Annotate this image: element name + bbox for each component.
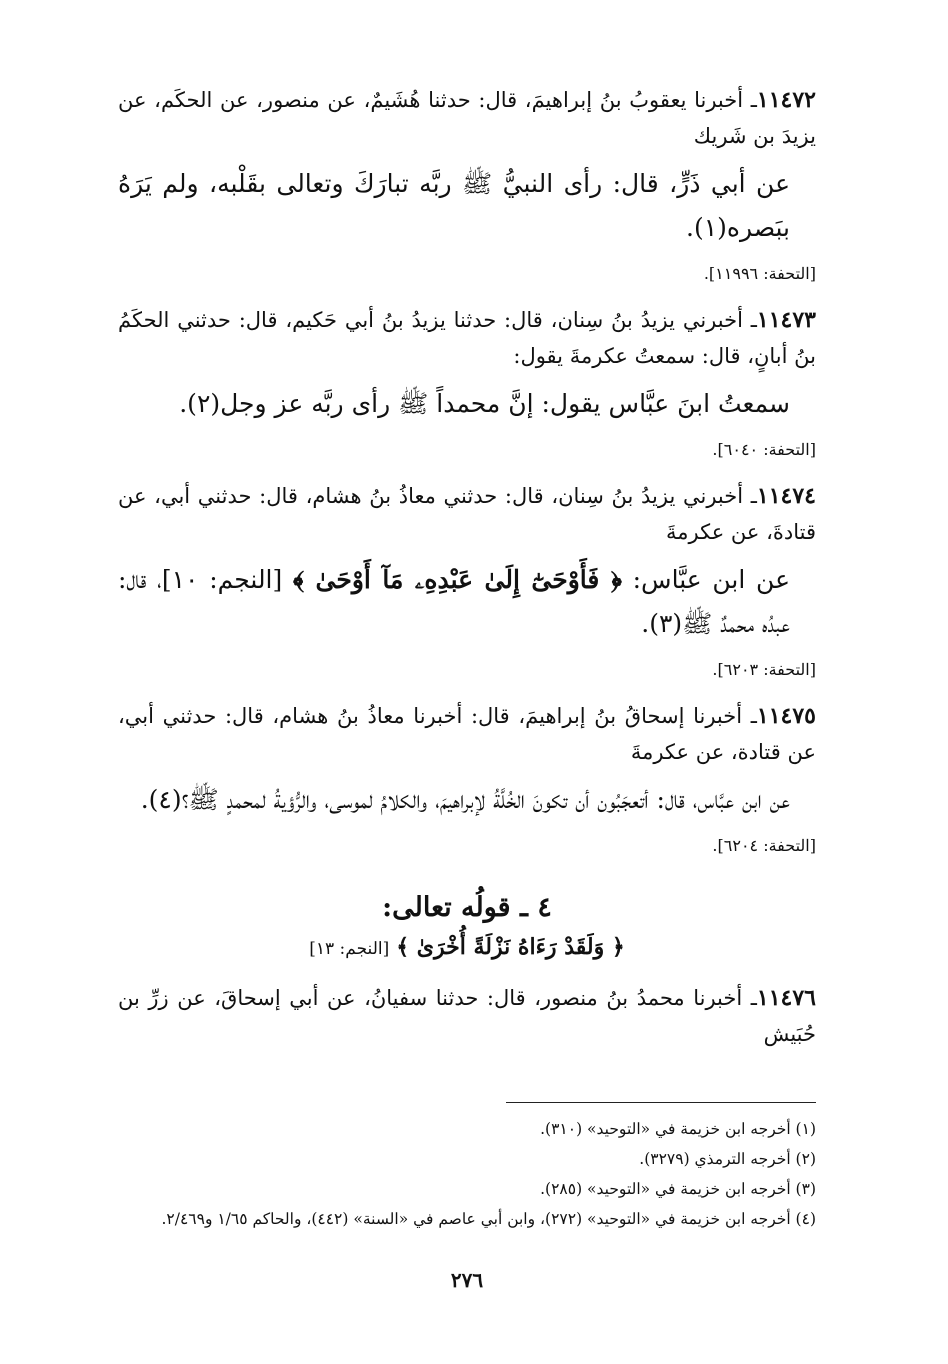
section-verse <box>118 930 816 966</box>
hadith-isnad <box>118 82 816 154</box>
hadith-number: ١١٤٧٣ <box>756 307 816 333</box>
hadith-number: ١١٤٧٤ <box>756 483 816 509</box>
hadith-number: ١١٤٧٥ <box>756 703 816 729</box>
page-number: ٢٧٦ <box>450 1268 484 1292</box>
hadith-number: ١١٤٧٦ <box>756 985 816 1011</box>
quran-verse: ﴿ وَلَقَدْ رَءَاهُ نَزْلَةً أُخْرَىٰ ﴾ <box>396 934 625 960</box>
hadith-isnad <box>118 302 816 374</box>
isnad-text: ـ أخبرنا إسحاقُ بنُ إبراهيمَ، قال: أخبرنا معاذُ بنُ هشام، قال: حدثني أبي، عن قتادة، عن عكرمةَ <box>118 704 816 764</box>
footnote: (٢) أخرجه الترمذي (٣٢٧٩). <box>639 1150 816 1168</box>
footnote: (٤) أخرجه ابن خزيمة في «التوحيد» (٢٧٢)، وابن أبي عاصم في «السنة» (٤٤٢)، والحاكم ١/٦٥ و٢/٤٦٩. <box>161 1210 816 1228</box>
takhrij-reference: [التحفة: ٦٢٠٤]. <box>712 836 816 855</box>
hadith-isnad <box>118 478 816 550</box>
footnote: (٣) أخرجه ابن خزيمة في «التوحيد» (٢٨٥). <box>540 1180 816 1198</box>
matn-text: [النجم: ١٠]، قال: عبدُه محمدٌ ﷺ(٣). <box>118 565 790 638</box>
isnad-text: ـ أخبرني يزيدُ بنُ سِنان، قال: حدثني معاذُ بنُ هشام، قال: حدثني أبي، عن قتادةَ، عن عكرمةَ <box>118 484 816 544</box>
takhrij-reference: [التحفة: ١١٩٩٦]. <box>703 264 816 283</box>
section-title: ٤ ـ قولُه تعالى: <box>382 892 552 923</box>
takhrij-reference: [التحفة: ٦٠٤٠]. <box>712 440 816 459</box>
footnotes <box>118 1114 816 1234</box>
footnote: (١) أخرجه ابن خزيمة في «التوحيد» (٣١٠). <box>540 1120 816 1138</box>
hadith-matn: عن أبي ذَرٍّ، قال: رأى النبيُّ ﷺ ربَّه تبارَكَ وتعالى بقَلْبه، ولم يَرَهُ ببَصره(١). <box>118 169 790 242</box>
hadith-number: ١١٤٧٢ <box>756 87 816 113</box>
takhrij-reference: [التحفة: ٦٢٠٣]. <box>712 660 816 679</box>
isnad-text: ـ أخبرنا يعقوبُ بنُ إبراهيمَ، قال: حدثنا هُشَيمٌ، عن منصور، عن الحكَم، عن يزيدَ بن شَريك <box>118 88 816 148</box>
footnote-divider <box>506 1102 816 1103</box>
hadith-matn: سمعتُ ابنَ عبَّاس يقول: إنَّ محمداً ﷺ رأى ربَّه عز وجل(٢). <box>179 389 790 418</box>
quran-verse: ﴿ فَأَوْحَىٰٓ إِلَىٰ عَبْدِهِۦ مَآ أَوْحَىٰ ﴾ <box>293 565 622 594</box>
isnad-text: ـ أخبرني يزيدُ بنُ سِنان، قال: حدثنا يزيدُ بنُ أبي حَكيم، قال: حدثني الحكَمُ بنُ أبانٍ، قال: سمعتُ عكرمةَ يقول: <box>118 308 816 368</box>
verse-reference: [النجم: ١٣] <box>309 939 390 959</box>
matn-text: عن ابن عبَّاس: <box>621 565 790 594</box>
isnad-text: ـ أخبرنا محمدُ بنُ منصور، قال: حدثنا سفيانُ، عن أبي إسحاقَ، عن زرِّ بن حُبَيش <box>118 986 816 1046</box>
hadith-matn: عن ابن عبَّاس، قال: أتعجَبُون أن تكونَ الخُلَّةُ لإبراهيمَ، والكلامُ لموسى، والرُّؤيةُ لمحمدٍ ﷺ؟(٤). <box>140 785 790 814</box>
hadith-isnad <box>118 980 816 1052</box>
hadith-isnad <box>118 698 816 770</box>
book-page <box>118 82 816 1332</box>
hadith-matn <box>118 558 790 646</box>
